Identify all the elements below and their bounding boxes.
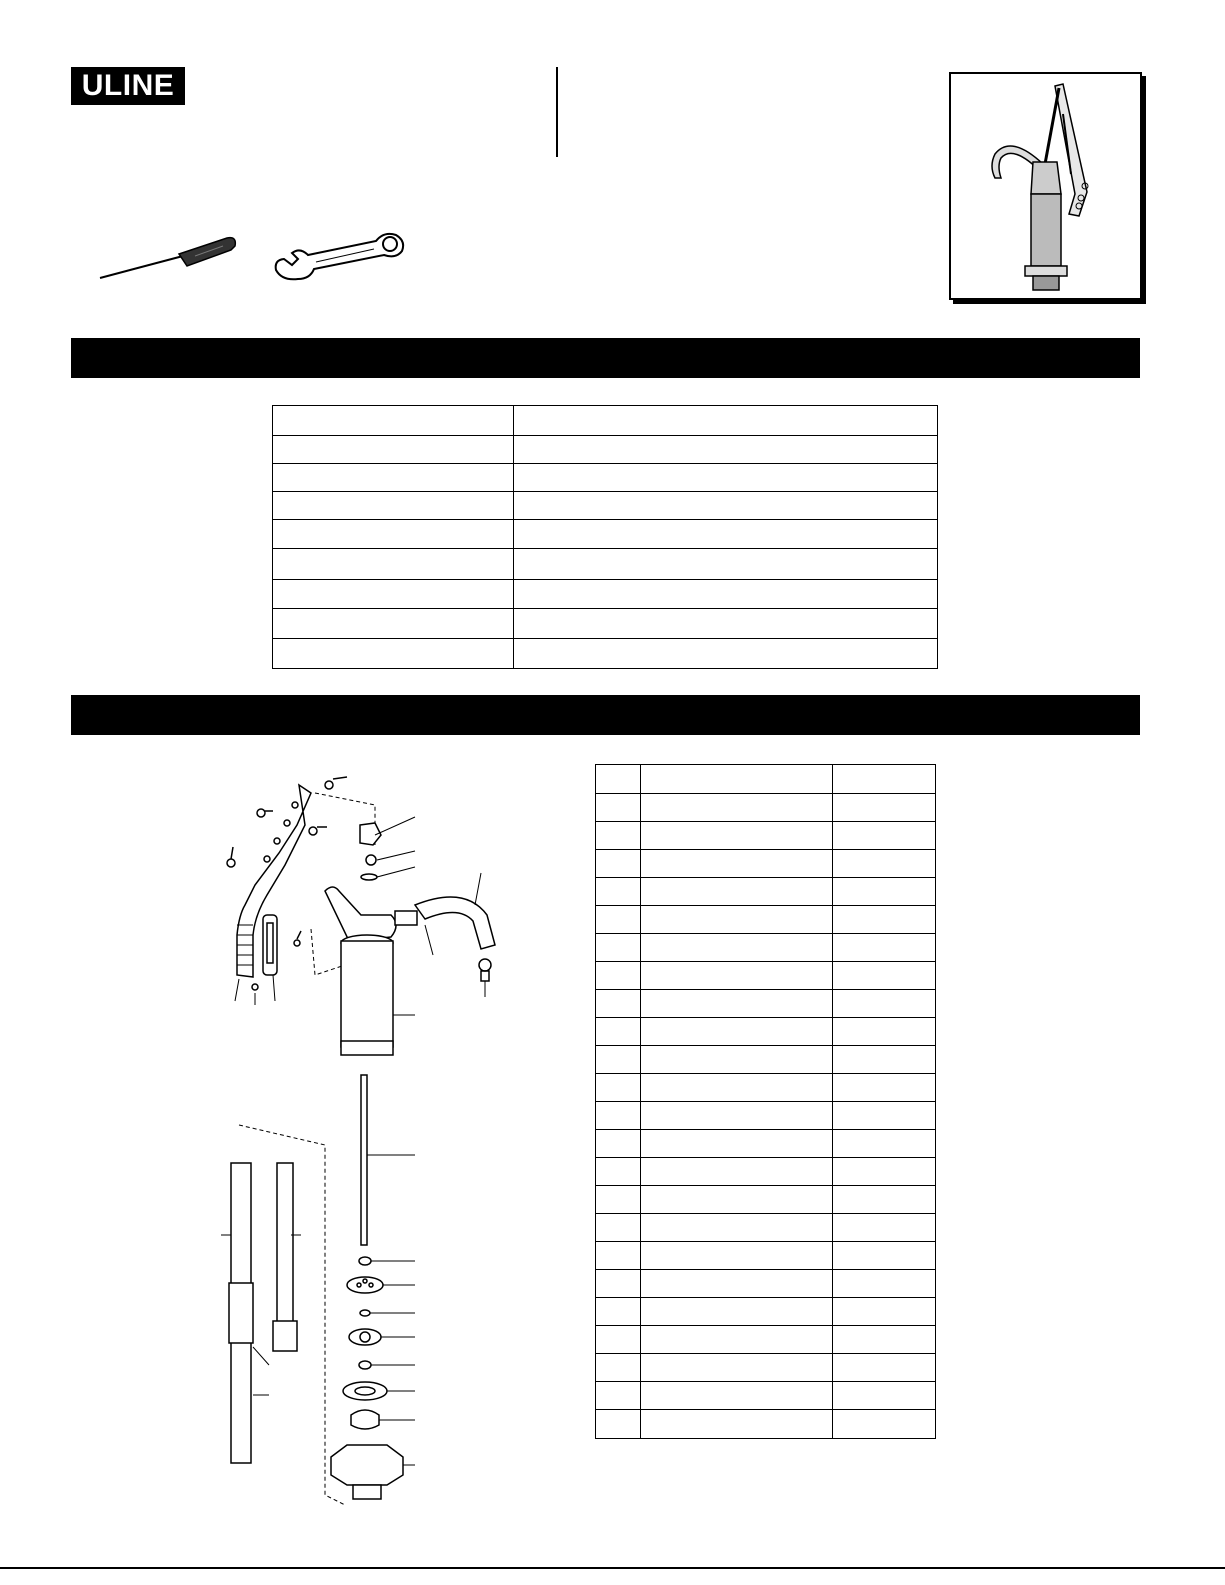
footer-rule (0, 1567, 1225, 1569)
exploded-parts-diagram (215, 765, 535, 1510)
product-photo-frame (949, 72, 1142, 300)
screwdriver-icon (95, 228, 245, 288)
header-divider (556, 67, 558, 157)
wrench-icon (266, 225, 416, 290)
parts-section-bar (71, 695, 1140, 735)
uline-logo: ULINE (71, 67, 185, 105)
lever-pump-illustration (951, 74, 1140, 298)
parts-list-table (595, 764, 936, 1439)
specifications-table (272, 405, 938, 669)
specifications-section-bar (71, 338, 1140, 378)
